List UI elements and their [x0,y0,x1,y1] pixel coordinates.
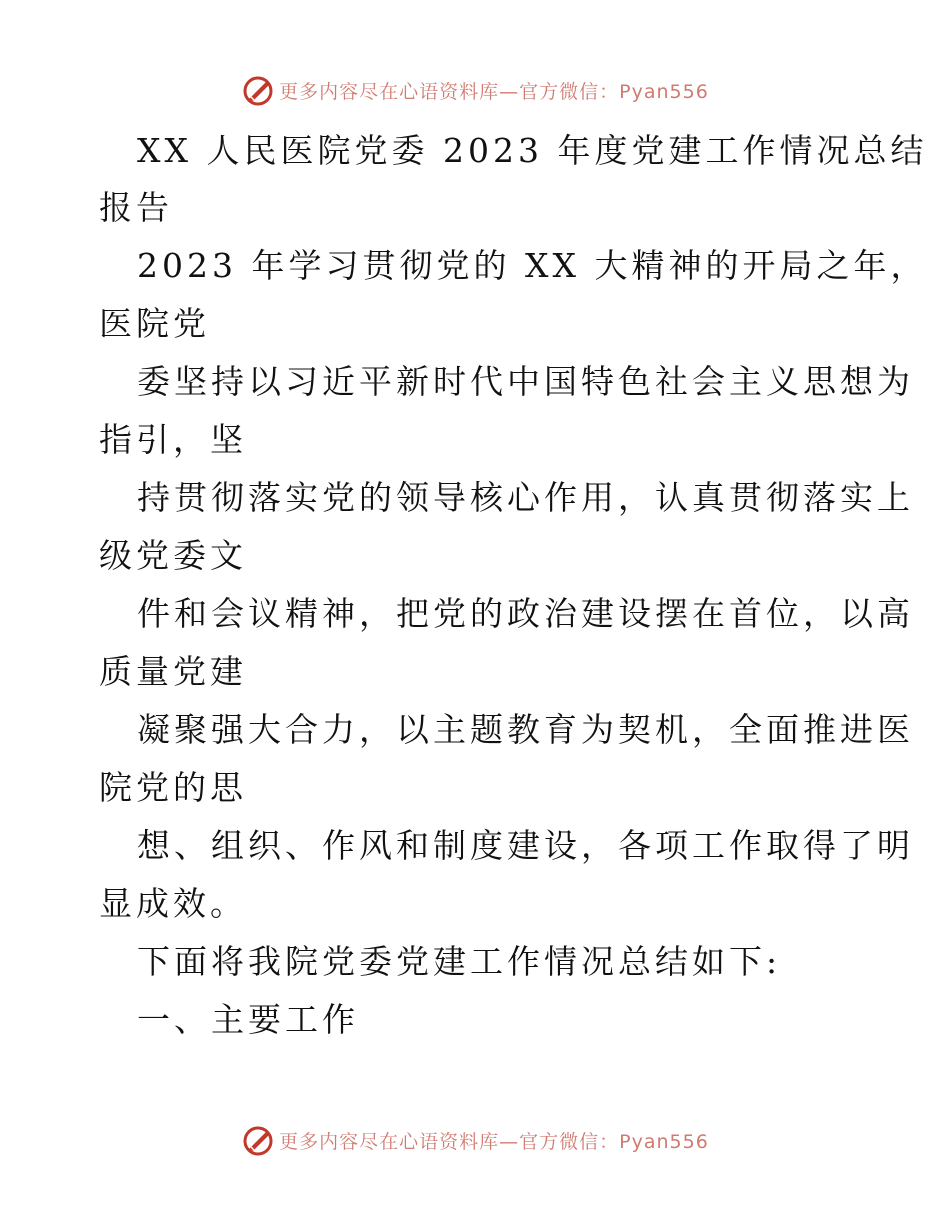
doc-text-line: 凝聚强大合力，以主题教育为契机，全面推进医 [137,710,914,749]
doc-text-line: 医院党 [99,304,210,343]
quill-logo-icon [241,73,275,107]
doc-text-line: 显成效。 [99,884,247,923]
doc-text-line: 级党委文 [99,536,247,575]
doc-text-line: 持贯彻落实党的领导核心作用，认真贯彻落实上 [137,478,914,517]
section-heading: 一、主要工作 [137,1000,359,1039]
watermark-text: 更多内容尽在心语资料库—官方微信：Pyan556 [279,80,709,103]
doc-text-line: 质量党建 [99,652,247,691]
doc-text-line: 指引，坚 [99,420,247,459]
doc-text-line: 想、组织、作风和制度建设，各项工作取得了明 [137,826,914,865]
doc-title-line-2: 报告 [99,188,173,227]
doc-text-line: 委坚持以习近平新时代中国特色社会主义思想为 [137,362,914,401]
doc-text-line: 件和会议精神，把党的政治建设摆在首位，以高 [137,594,914,633]
quill-logo-icon [241,1123,275,1157]
doc-text-line: 院党的思 [99,768,247,807]
footer-watermark [0,1120,950,1160]
doc-text-line: 2023 年学习贯彻党的 XX 大精神的开局之年， [137,246,928,285]
doc-text-line: 下面将我院党委党建工作情况总结如下: [137,942,782,981]
watermark-text: 更多内容尽在心语资料库—官方微信：Pyan556 [279,1130,709,1153]
header-watermark [0,70,950,110]
doc-title-line-1: XX 人民医院党委 2023 年度党建工作情况总结 [137,131,928,170]
